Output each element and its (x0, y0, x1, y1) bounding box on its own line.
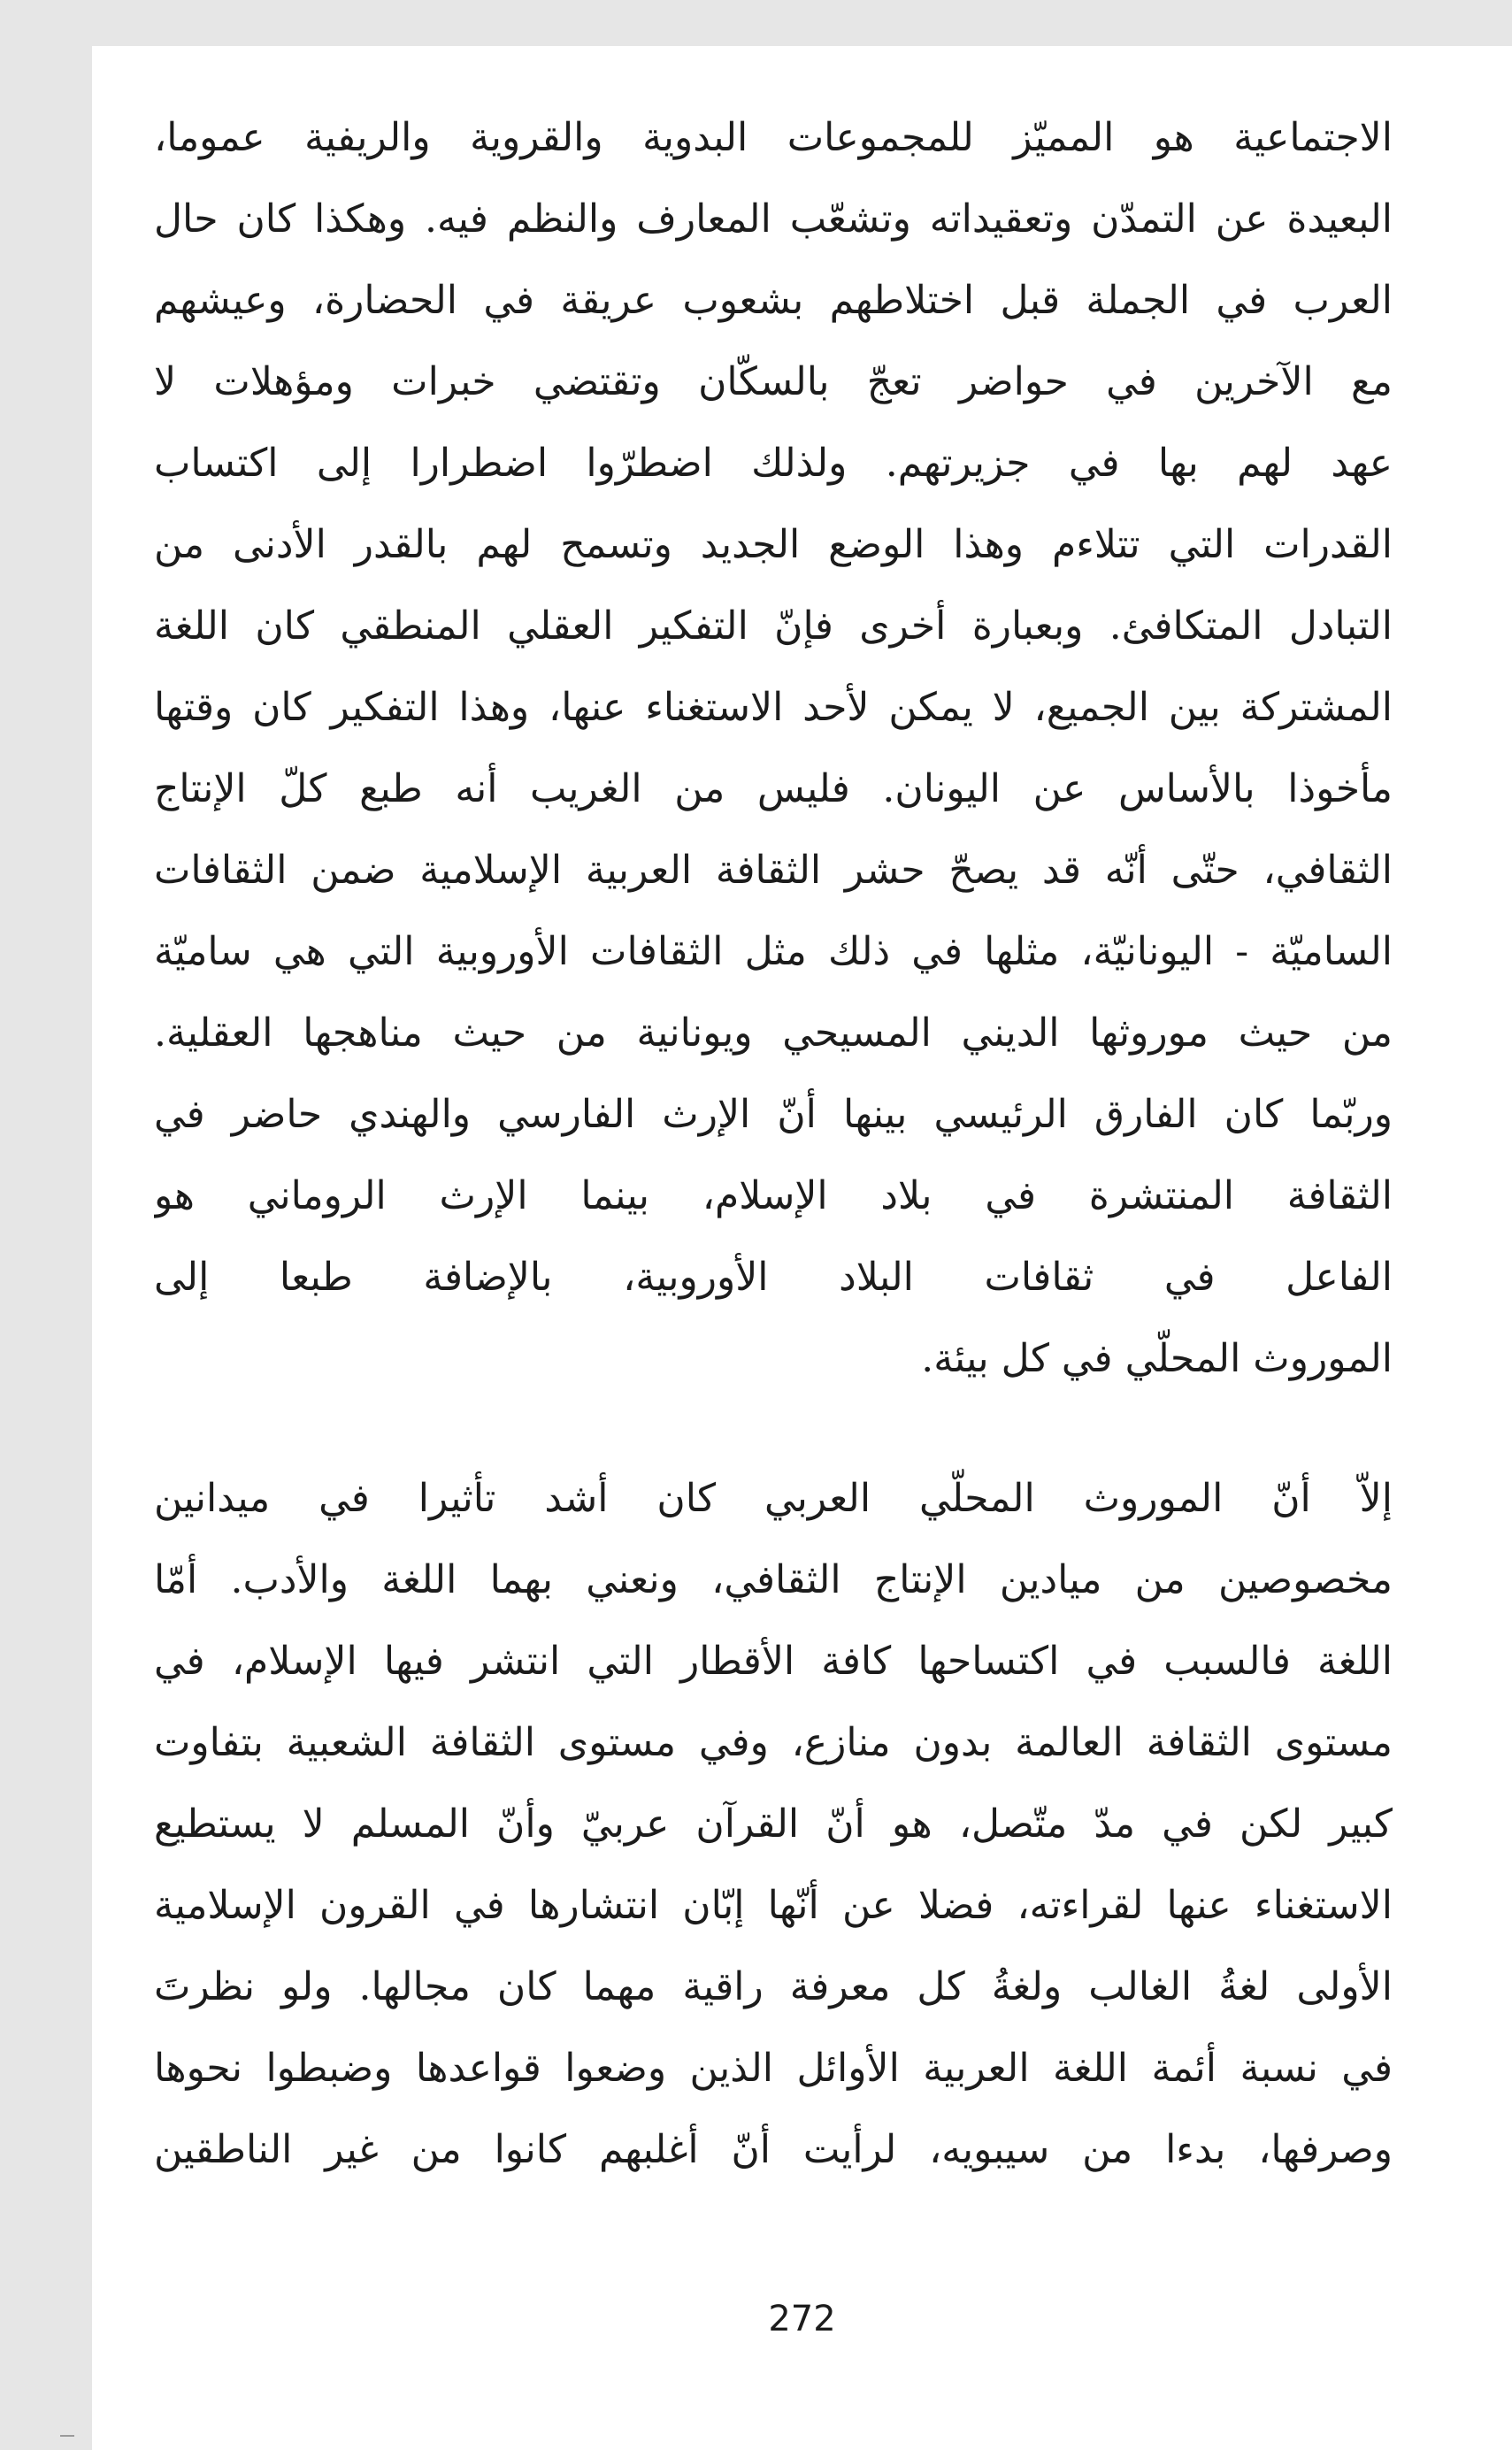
scan-edge-mark (60, 2435, 74, 2437)
text-line: الاجتماعية هو المميّز للمجموعات البدوية والقروية والريفية عموما، (154, 115, 1393, 160)
text-line: إلاّ أنّ الموروث المحلّي العربي كان أشد تأثيرا في ميدانين (154, 1476, 1393, 1521)
text-line: الفاعل في ثقافات البلاد الأوروبية، بالإضافة طبعا إلى (154, 1255, 1393, 1300)
text-line: الساميّة - اليونانيّة، مثلها في ذلك مثل الثقافات الأوروبية التي هي ساميّة (154, 929, 1393, 974)
text-line: الثقافي، حتّى أنّه قد يصحّ حشر الثقافة العربية الإسلامية ضمن الثقافات (154, 848, 1393, 893)
text-line: عهد لهم بها في جزيرتهم. ولذلك اضطرّوا اضطرارا إلى اكتساب (154, 441, 1393, 486)
text-line: وصرفها، بدءا من سيبويه، لرأيت أنّ أغلبهم كانوا من غير الناطقين (154, 2127, 1393, 2172)
body-text (154, 97, 1393, 2191)
text-line: البعيدة عن التمدّن وتعقيداته وتشعّب المعارف والنظم فيه. وهكذا كان حال (154, 196, 1393, 242)
text-line: في نسبة أئمة اللغة العربية الأوائل الذين وضعوا قواعدها وضبطوا نحوها (154, 2046, 1393, 2091)
text-line: وربّما كان الفارق الرئيسي بينها أنّ الإرث الفارسي والهندي حاضر في (154, 1092, 1393, 1137)
paragraph-1 (154, 97, 1393, 1400)
text-line: كبير لكن في مدّ متّصل، هو أنّ القرآن عربيّ وأنّ المسلم لا يستطيع (154, 1801, 1393, 1847)
text-line: الموروث المحلّي في كل بيئة. (921, 1336, 1393, 1381)
text-line: الثقافة المنتشرة في بلاد الإسلام، بينما الإرث الروماني هو (154, 1173, 1393, 1218)
text-line: مستوى الثقافة العالمة بدون منازع، وفي مستوى الثقافة الشعبية بتفاوت (154, 1720, 1393, 1765)
page-number: 272 (768, 2299, 836, 2339)
text-line: الأولى لغةُ الغالب ولغةُ كل معرفة راقية مهما كان مجالها. ولو نظرتَ (154, 1964, 1393, 2009)
text-line: مع الآخرين في حواضر تعجّ بالسكّان وتقتضي خبرات ومؤهلات لا (154, 359, 1393, 404)
text-line: من حيث موروثها الديني المسيحي ويونانية من حيث مناهجها العقلية. (154, 1010, 1393, 1056)
text-line: التبادل المتكافئ. وبعبارة أخرى فإنّ التفكير العقلي المنطقي كان اللغة (154, 603, 1393, 649)
text-line: مأخوذا بالأساس عن اليونان. فليس من الغريب أنه طبع كلّ الإنتاج (154, 766, 1393, 811)
paragraph-spacer (154, 1400, 1393, 1458)
paragraph-2 (154, 1458, 1393, 2191)
text-line: اللغة فالسبب في اكتساحها كافة الأقطار التي انتشر فيها الإسلام، في (154, 1639, 1393, 1684)
text-line: مخصوصين من ميادين الإنتاج الثقافي، ونعني بهما اللغة والأدب. أمّا (154, 1557, 1393, 1602)
text-line: الاستغناء عنها لقراءته، فضلا عن أنّها إبّان انتشارها في القرون الإسلامية (154, 1883, 1393, 1928)
document-page (92, 46, 1512, 2450)
text-line: القدرات التي تتلاءم وهذا الوضع الجديد وتسمح لهم بالقدر الأدنى من (154, 522, 1393, 567)
text-line: المشتركة بين الجميع، لا يمكن لأحد الاستغناء عنها، وهذا التفكير كان وقتها (154, 685, 1393, 730)
text-line: العرب في الجملة قبل اختلاطهم بشعوب عريقة في الحضارة، وعيشهم (154, 278, 1393, 323)
